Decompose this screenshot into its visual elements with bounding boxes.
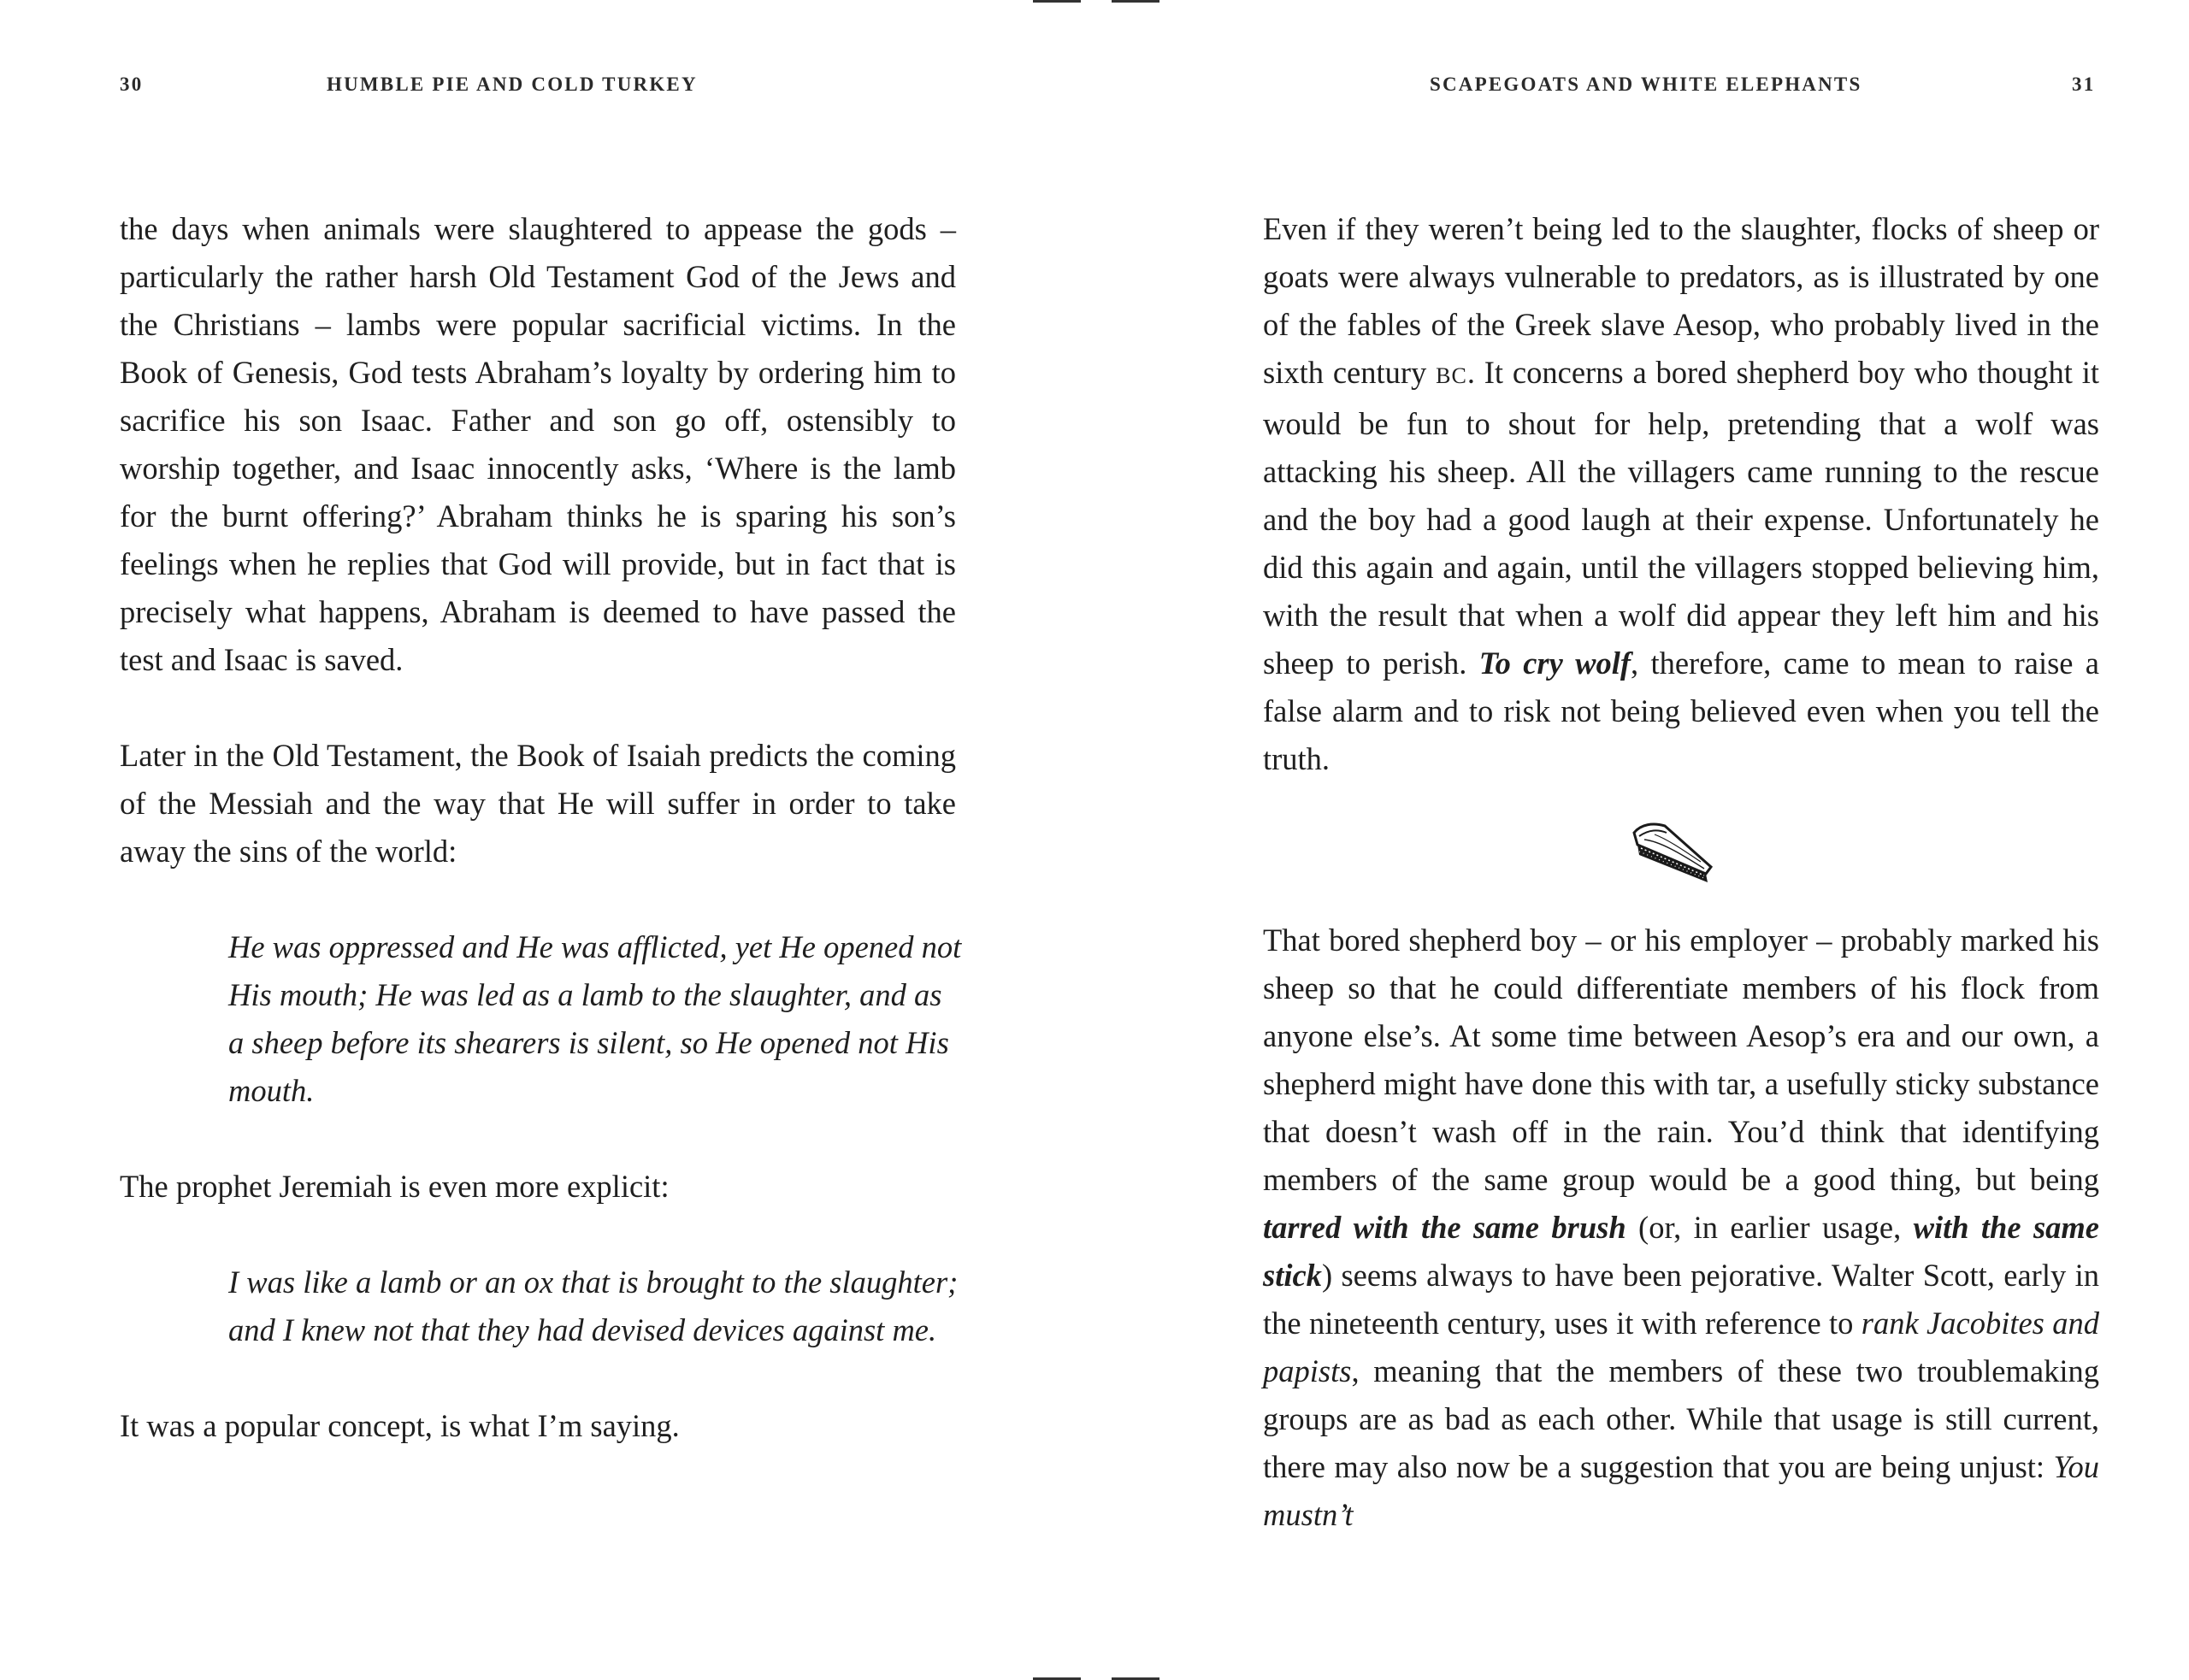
quote-rank-jacobites: rank Jacobites and papists	[1263, 1306, 2099, 1388]
right-p1-text-c: , therefore, came to mean to raise a false alarm and to risk not being believed even when you tell the truth.	[1263, 645, 2100, 776]
right-p2-text-d: , meaning that the members of these two troublemaking groups are as bad as each other. While that usage is still current, there may also now be a suggestion that you are being unjust:	[1263, 1353, 2099, 1484]
right-p2-text-b: (or, in earlier usage,	[1626, 1210, 1914, 1245]
right-page	[1094, 0, 2189, 1680]
pie-slice-icon	[1629, 817, 1714, 886]
page-number-right: 31	[2072, 74, 2096, 95]
right-p1-text-a: Even if they weren’t being led to the slaughter, flocks of sheep or goats were always vulnerable to predators, as is illustrated by one of the fables of the Greek slave Aesop, who probably lived in the sixth century	[1263, 211, 2099, 390]
right-text-block-1	[1263, 205, 2099, 783]
right-paragraph-2	[1263, 917, 2099, 1539]
running-title-right: SCAPEGOATS AND WHITE ELEPHANTS	[1430, 74, 1862, 95]
left-paragraph-4: It was a popular concept, is what I’m saying.	[120, 1408, 680, 1443]
right-p1-text-b: . It concerns a bored shepherd boy who thought it would be fun to shout for help, pretending that a wolf was attacking his sheep. All the villagers came running to the rescue and the boy had a good laugh at their expense. Unfortunately he did this again and again, until the villagers stopped believing him, with the result that when a wolf did appear they left him and his sheep to perish.	[1263, 355, 2100, 681]
phrase-tarred-with-same-brush: tarred with the same brush	[1263, 1210, 1626, 1245]
block-quote-isaiah: He was oppressed and He was afflicted, yet He opened not His mouth; He was led as a lamb to the slaughter, and as a sheep before its shearers is silent, so He opened not His mouth.	[228, 929, 962, 1108]
right-p2-text-a: That bored shepherd boy – or his employer – probably marked his sheep so that he could differentiate members of his flock from anyone else’s. At some time between Aesop’s era and our own, a shepherd might have done this with tar, a usefully sticky substance that doesn’t wash off in the rain. You’d think that identifying members of the same group would be a good thing, but being	[1263, 923, 2099, 1197]
page-number-left: 30	[120, 74, 144, 95]
right-paragraph-1	[1263, 205, 2099, 783]
left-page	[0, 0, 1094, 1680]
era-abbreviation: BC	[1436, 363, 1467, 388]
running-title-left: HUMBLE PIE AND COLD TURKEY	[327, 74, 698, 95]
phrase-to-cry-wolf: To cry wolf	[1478, 645, 1631, 681]
right-text-block-2	[1263, 917, 2099, 1539]
left-paragraph-2: Later in the Old Testament, the Book of Isaiah predicts the coming of the Messiah and the way that He will suffer in order to take away the sins of the world:	[120, 738, 956, 869]
right-p2-text-c: ) seems always to have been pejorative. Walter Scott, early in the nineteenth century, uses it with reference to	[1263, 1258, 2099, 1341]
left-text-block	[120, 205, 962, 1450]
right-p2-continued: You mustn’t	[1263, 1449, 2099, 1532]
left-paragraph-3: The prophet Jeremiah is even more explicit:	[120, 1169, 670, 1204]
left-paragraph-1: the days when animals were slaughtered to appease the gods – particularly the rather harsh Old Testament God of the Jews and the Christians – lambs were popular sacrificial victims. In the Book of Genesis, God tests Abraham’s loyalty by ordering him to sacrifice his son Isaac. Father and son go off, ostensibly to worship together, and Isaac innocently asks, ‘Where is the lamb for the burnt offering?’ Abraham thinks he is sparing his son’s feelings when he replies that God will provide, but in fact that is precisely what happens, Abraham is deemed to have passed the test and Isaac is saved.	[120, 211, 956, 677]
phrase-with-same-stick: with the same stick	[1263, 1210, 2099, 1293]
block-quote-jeremiah: I was like a lamb or an ox that is brought to the slaughter; and I knew not that they had devised devices against me.	[228, 1264, 959, 1347]
